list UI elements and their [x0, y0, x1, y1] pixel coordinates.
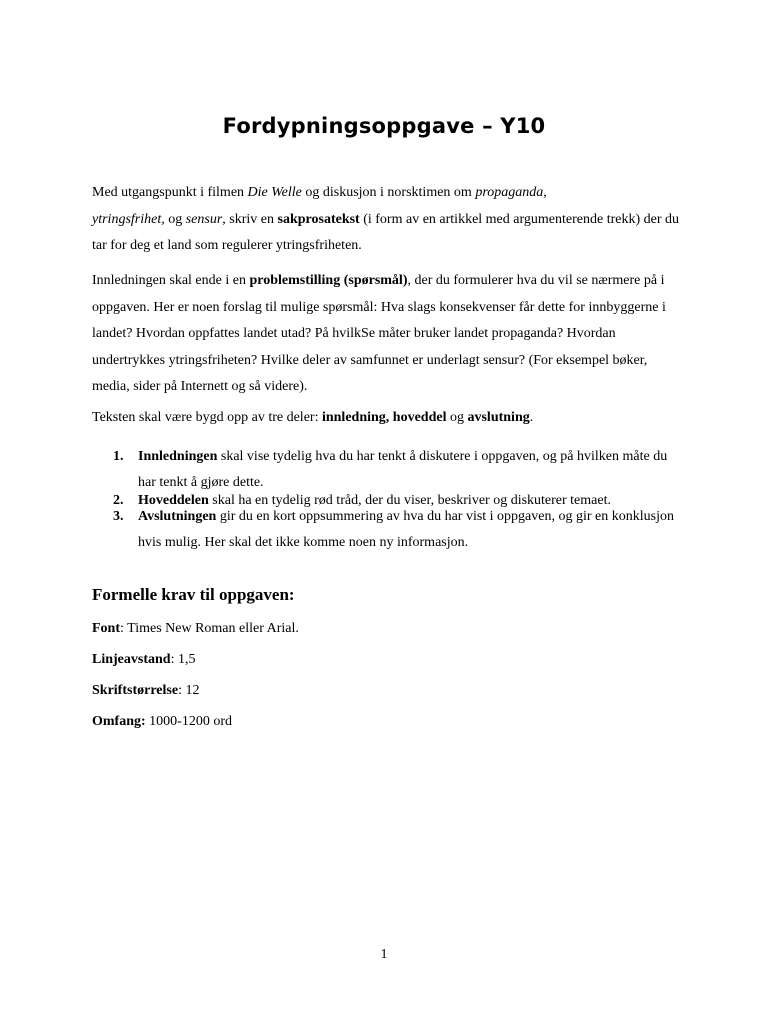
- term-ytringsfrihet: ytringsfrihet,: [92, 211, 165, 227]
- list-item-text: gir du en kort oppsummering av hva du har vist i oppgaven, og gir en konklusjon hvis mulig. Her skal det ikke komme noen ny informasjon.: [138, 509, 674, 550]
- paragraph-text: , der du formulerer hva du vil se nærmere på i oppgaven. Her er noen forslag til mulige spørsmål: Hva slags konsekvenser får dette for innbyggerne i landet? Hvordan oppfattes landet utad? På hvilkSe måter bruker landet propaganda? Hvordan undertrykkes ytringsfriheten? Hvilke deler av samfunnet er underlagt sensur? (For eksempel bøker, media, sider på Internett og så videre).: [92, 273, 666, 394]
- structure-list: [92, 444, 682, 556]
- separator: .: [529, 410, 534, 425]
- term-hoveddel: hoveddel: [392, 410, 447, 425]
- requirements-heading: Formelle krav til oppgaven:: [92, 585, 295, 604]
- list-item: [92, 444, 682, 496]
- intro-text: ,: [543, 185, 547, 200]
- requirement-value: : 12: [178, 683, 200, 698]
- term-sensur: sensur: [185, 211, 223, 227]
- list-number: 2.: [113, 493, 124, 508]
- requirement-skriftstorrelse: [92, 683, 199, 699]
- requirement-label: Font: [92, 621, 120, 636]
- separator: ,: [385, 410, 393, 425]
- requirement-value: : Times New Roman eller Arial.: [120, 621, 299, 636]
- intro-text: og: [164, 211, 186, 227]
- list-number: 1.: [113, 449, 124, 464]
- innledning-paragraph: [92, 268, 682, 401]
- requirement-label: Omfang:: [92, 714, 146, 729]
- paragraph-text: Teksten skal være bygd opp av tre deler:: [92, 410, 322, 425]
- page-number: 1: [380, 947, 388, 962]
- film-title: Die Welle: [247, 185, 302, 200]
- list-number: 3.: [113, 509, 124, 524]
- intro-paragraph: [92, 180, 682, 260]
- term-propaganda: propaganda: [475, 185, 544, 200]
- term-avslutning: avslutning: [467, 410, 530, 425]
- term-sakprosatekst: sakprosatekst: [277, 211, 360, 227]
- intro-text: og diskusjon i norsktimen om: [301, 185, 476, 200]
- structure-paragraph: [92, 405, 682, 432]
- document-title: Fordypningsoppgave – Y10: [222, 114, 546, 138]
- requirement-value: : 1,5: [170, 652, 196, 667]
- list-item-text: skal vise tydelig hva du har tenkt å diskutere i oppgaven, og på hvilken måte du har tenkt å gjøre dette.: [138, 449, 668, 490]
- requirement-font: [92, 621, 299, 637]
- list-item: [92, 504, 682, 556]
- list-item-heading: Innledningen: [138, 449, 218, 464]
- term-problemstilling: problemstilling (spørsmål): [249, 273, 408, 288]
- requirement-label: Linjeavstand: [92, 652, 171, 667]
- list-item-text: skal ha en tydelig rød tråd, der du viser, beskriver og diskuterer temaet.: [208, 493, 611, 508]
- term-innledning: innledning: [321, 410, 386, 425]
- requirement-value: 1000-1200 ord: [145, 714, 232, 729]
- requirement-linjeavstand: [92, 652, 195, 668]
- intro-text: Med utgangspunkt i filmen: [92, 185, 248, 200]
- requirement-omfang: [92, 714, 232, 730]
- intro-text: (i form av en artikkel med argumenterende trekk) der du tar for deg et land som regulerer ytringsfriheten.: [92, 211, 679, 253]
- list-item-heading: Hoveddelen: [138, 493, 209, 508]
- requirement-label: Skriftstørrelse: [92, 683, 179, 698]
- paragraph-text: Innledningen skal ende i en: [92, 273, 250, 288]
- intro-text: , skriv en: [222, 211, 278, 227]
- separator: og: [446, 410, 468, 425]
- list-item-heading: Avslutningen: [138, 509, 217, 524]
